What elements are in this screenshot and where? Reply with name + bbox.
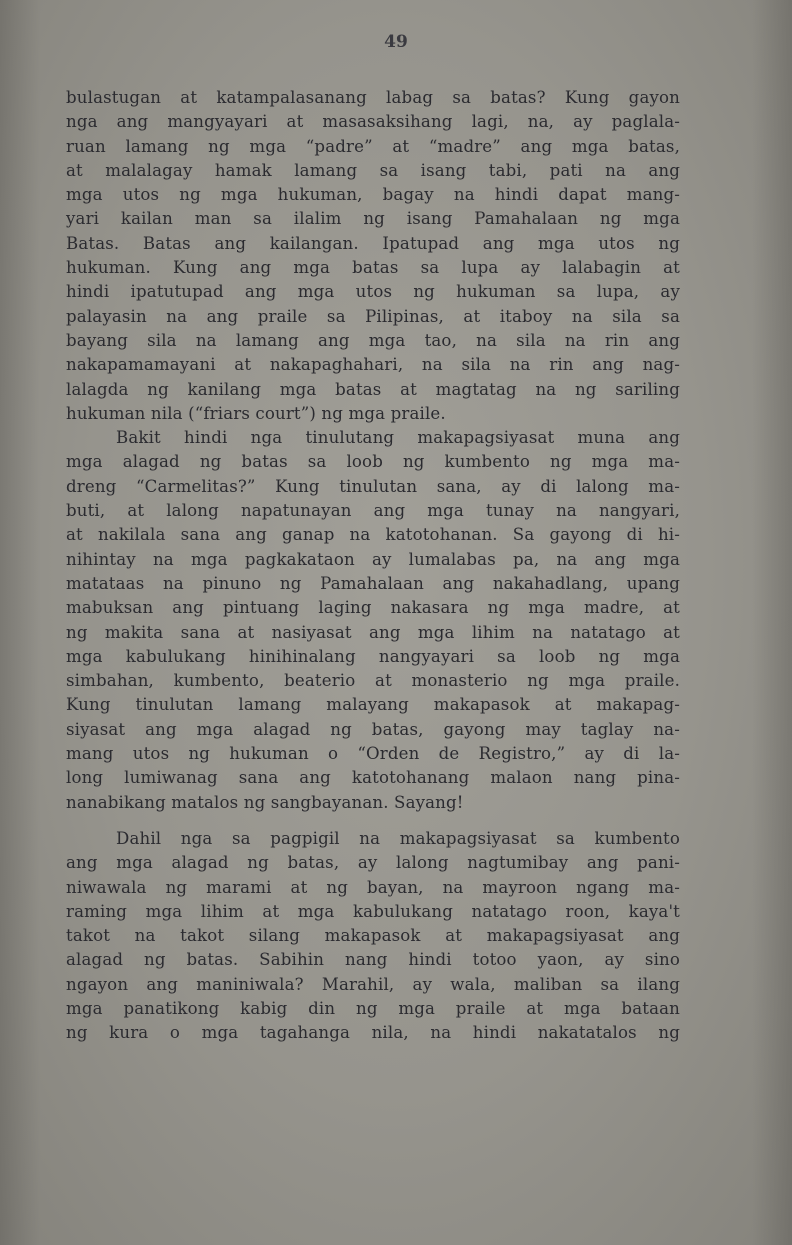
text-line: mga kabulukang hinihinalang nangyayari sa loob ng mga: [66, 646, 680, 666]
text-line: mga panatikong kabig din ng mga praile at mga bataan: [66, 998, 680, 1018]
text-line: palayasin na ang praile sa Pilipinas, at itaboy na sila sa: [66, 306, 680, 326]
text-line: at nakilala sana ang ganap na katotohanan. Sa gayong di hi-: [66, 525, 680, 545]
paragraph-start-line: Bakit hindi nga tinulutang makapagsiyasat muna ang: [116, 428, 680, 448]
text-line: ngayon ang maniniwala? Marahil, ay wala, maliban sa ilang: [66, 974, 680, 994]
paragraph-gap: [66, 815, 680, 827]
text-line: hukuman. Kung ang mga batas sa lupa ay lalabagin at: [66, 258, 680, 278]
left-edge-shadow: [0, 0, 40, 1245]
text-line: mabuksan ang pintuang laging nakasara ng mga madre, at: [66, 598, 680, 618]
text-line: nihintay na mga pagkakataon ay lumalabas pa, na ang mga: [66, 549, 680, 569]
text-line: buti, at lalong napatunayan ang mga tunay na nangyari,: [66, 501, 680, 521]
text-line: niwawala ng marami at ng bayan, na mayroon ngang ma-: [66, 877, 680, 897]
text-line: alagad ng batas. Sabihin nang hindi totoo yaon, ay sino: [66, 950, 680, 970]
paragraph-start-line: Dahil nga sa pagpigil na makapagsiyasat sa kumbento: [116, 828, 680, 848]
text-line: hukuman nila (“friars court”) ng mga praile.: [66, 403, 446, 423]
text-line: mga alagad ng batas sa loob ng kumbento ng mga ma-: [66, 452, 680, 472]
text-line: ang mga alagad ng batas, ay lalong nagtumibay ang pani-: [66, 853, 680, 873]
text-line: nga ang mangyayari at masasaksihang lagi, na, ay paglala-: [66, 112, 680, 132]
page-number: 49: [384, 32, 408, 52]
text-line: mang utos ng hukuman o “Orden de Registro,” ay di la-: [66, 744, 680, 764]
text-line: Kung tinulutan lamang malayang makapasok at makapag-: [66, 695, 680, 715]
text-line: ng makita sana at nasiyasat ang mga lihim na natatago at: [66, 622, 680, 642]
body-text: [66, 86, 680, 1046]
text-line: Batas. Batas ang kailangan. Ipatupad ang mga utos ng: [66, 233, 680, 253]
text-line: nanabikang matalos ng sangbayanan. Sayang!: [66, 792, 464, 812]
text-line: dreng “Carmelitas?” Kung tinulutan sana, ay di lalong ma-: [66, 476, 680, 496]
text-line: takot na takot silang makapasok at makapagsiyasat ang: [66, 926, 680, 946]
text-line: nakapamamayani at nakapaghahari, na sila na rin ang nag-: [66, 355, 680, 375]
text-line: raming mga lihim at mga kabulukang natatago roon, kaya't: [66, 901, 680, 921]
right-edge-shadow: [752, 0, 792, 1245]
text-line: ng kura o mga tagahanga nila, na hindi nakatatalos ng: [66, 1023, 680, 1043]
text-line: matataas na pinuno ng Pamahalaan ang nakahadlang, upang: [66, 573, 680, 593]
text-line: long lumiwanag sana ang katotohanang malaon nang pina-: [66, 768, 680, 788]
text-line: at malalagay hamak lamang sa isang tabi, pati na ang: [66, 160, 680, 180]
text-line: ruan lamang ng mga “padre” at “madre” ang mga batas,: [66, 136, 680, 156]
text-line: mga utos ng mga hukuman, bagay na hindi dapat mang-: [66, 185, 680, 205]
text-line: siyasat ang mga alagad ng batas, gayong may taglay na-: [66, 719, 680, 739]
text-line: simbahan, kumbento, beaterio at monasterio ng mga praile.: [66, 671, 680, 691]
text-line: lalagda ng kanilang mga batas at magtatag na ng sariling: [66, 379, 680, 399]
text-line: bulastugan at katampalasanang labag sa batas? Kung gayon: [66, 88, 680, 107]
text-line: hindi ipatutupad ang mga utos ng hukuman sa lupa, ay: [66, 282, 680, 302]
text-line: yari kailan man sa ilalim ng isang Pamahalaan ng mga: [66, 209, 680, 229]
text-line: bayang sila na lamang ang mga tao, na sila na rin ang: [66, 330, 680, 350]
